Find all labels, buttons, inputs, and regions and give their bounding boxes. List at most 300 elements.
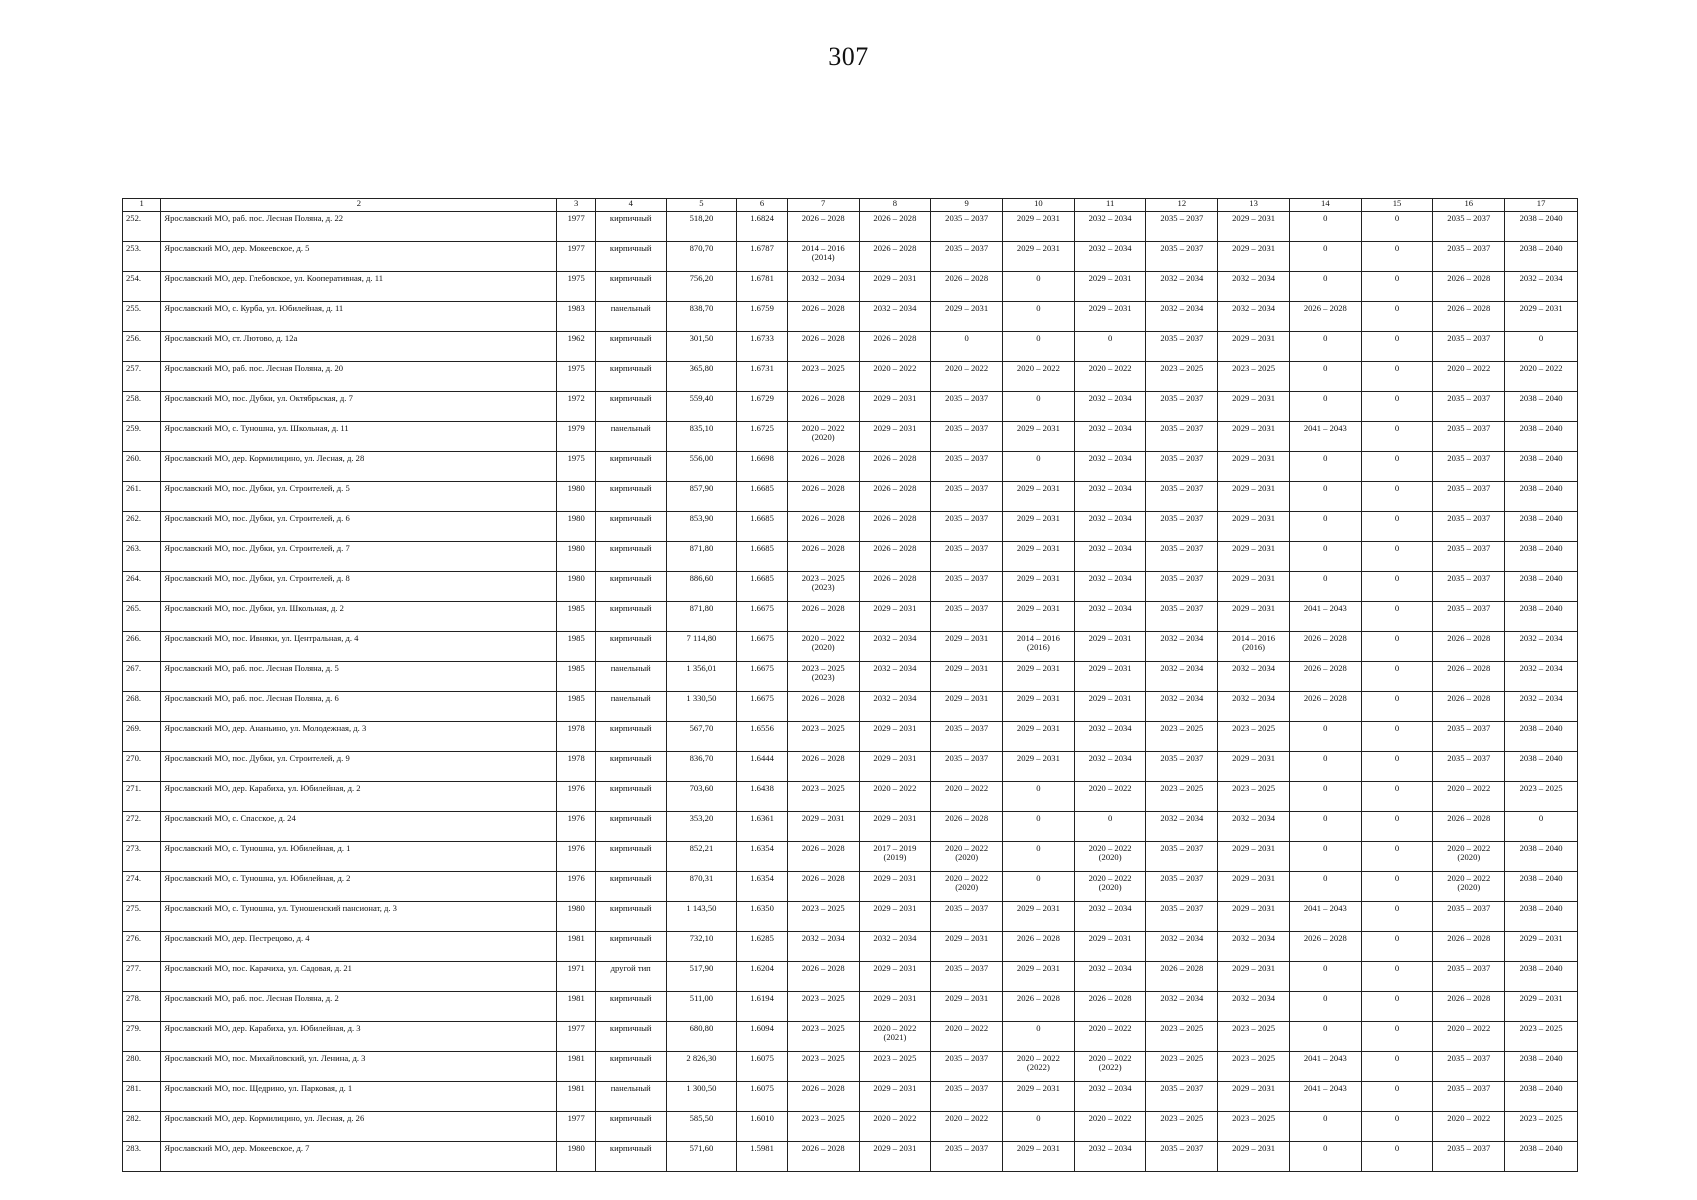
table-row: [123, 1112, 1578, 1142]
table-cell: 1976: [557, 782, 595, 812]
table-cell: 2020 – 2022: [1505, 362, 1578, 392]
table-cell: 2026 – 2028: [1433, 272, 1505, 302]
table-cell: 2029 – 2031: [1218, 572, 1290, 602]
table-cell: 2032 – 2034: [1074, 722, 1146, 752]
table-cell: 0: [1003, 872, 1075, 902]
table-cell: 2023 – 2025: [787, 1112, 859, 1142]
address-cell: Ярославский МО, пос. Дубки, ул. Октябрьская, д. 7: [161, 392, 557, 422]
table-cell: 2032 – 2034: [1074, 392, 1146, 422]
table-cell: 2017 – 2019 (2019): [859, 842, 931, 872]
table-cell: 2029 – 2031: [859, 1142, 931, 1172]
table-cell: 2029 – 2031: [1218, 332, 1290, 362]
table-cell: 2020 – 2022: [931, 362, 1003, 392]
address-cell: Ярославский МО, раб. пос. Лесная Поляна, д. 2: [161, 992, 557, 1022]
table-cell: панельный: [595, 302, 666, 332]
table-cell: 2038 – 2040: [1505, 422, 1578, 452]
table-header: [123, 199, 1578, 212]
table-cell: 2035 – 2037: [931, 482, 1003, 512]
table-cell: 2026 – 2028: [787, 302, 859, 332]
table-cell: 2029 – 2031: [931, 662, 1003, 692]
table-cell: 2026 – 2028: [787, 602, 859, 632]
table-cell: 2020 – 2022 (2020): [1433, 842, 1505, 872]
table-cell: 2029 – 2031: [1003, 662, 1075, 692]
column-header: 3: [557, 199, 595, 212]
table-cell: 2020 – 2022: [1003, 362, 1075, 392]
row-number-cell: 278.: [123, 992, 161, 1022]
table-cell: 2032 – 2034: [1146, 992, 1218, 1022]
table-cell: 886,60: [666, 572, 737, 602]
table-cell: 2032 – 2034: [1218, 692, 1290, 722]
row-number-cell: 277.: [123, 962, 161, 992]
row-number-cell: 274.: [123, 872, 161, 902]
table-cell: 0: [1361, 992, 1433, 1022]
table-cell: 2029 – 2031: [1003, 692, 1075, 722]
table-cell: 0: [1361, 272, 1433, 302]
table-cell: 0: [1003, 1112, 1075, 1142]
table-cell: 2026 – 2028: [859, 512, 931, 542]
table-cell: 2032 – 2034: [859, 302, 931, 332]
row-number-cell: 273.: [123, 842, 161, 872]
table-cell: 2035 – 2037: [1433, 722, 1505, 752]
table-row: [123, 842, 1578, 872]
table-cell: 2035 – 2037: [1433, 572, 1505, 602]
table-cell: 2026 – 2028: [787, 752, 859, 782]
table-cell: 1.6675: [737, 692, 788, 722]
table-cell: кирпичный: [595, 752, 666, 782]
table-cell: 2023 – 2025: [1218, 362, 1290, 392]
table-cell: кирпичный: [595, 782, 666, 812]
table-cell: кирпичный: [595, 932, 666, 962]
table-cell: 0: [1361, 812, 1433, 842]
table-cell: 301,50: [666, 332, 737, 362]
table-cell: 2023 – 2025: [787, 722, 859, 752]
table-cell: 571,60: [666, 1142, 737, 1172]
table-cell: 1975: [557, 272, 595, 302]
table-cell: 0: [1361, 1112, 1433, 1142]
table-cell: 0: [1361, 242, 1433, 272]
table-cell: 870,31: [666, 872, 737, 902]
table-cell: кирпичный: [595, 572, 666, 602]
table-cell: 1976: [557, 812, 595, 842]
table-cell: 2035 – 2037: [1146, 452, 1218, 482]
table-cell: 2029 – 2031: [859, 902, 931, 932]
table-cell: 2035 – 2037: [1433, 512, 1505, 542]
column-header: 9: [931, 199, 1003, 212]
table-cell: 2020 – 2022: [1074, 362, 1146, 392]
table-row: [123, 692, 1578, 722]
table-cell: 2029 – 2031: [1218, 212, 1290, 242]
table-cell: 0: [1361, 302, 1433, 332]
table-row: [123, 872, 1578, 902]
table-cell: 2023 – 2025: [1218, 1112, 1290, 1142]
table-row: [123, 272, 1578, 302]
table-cell: 2035 – 2037: [1433, 752, 1505, 782]
table-cell: 1977: [557, 242, 595, 272]
table-cell: 1.6759: [737, 302, 788, 332]
table-cell: 0: [1289, 512, 1361, 542]
table-cell: 2032 – 2034: [1146, 302, 1218, 332]
table-cell: 567,70: [666, 722, 737, 752]
table-cell: 2032 – 2034: [1074, 212, 1146, 242]
column-header: 1: [123, 199, 161, 212]
column-header: 13: [1218, 199, 1290, 212]
table-cell: 2023 – 2025: [787, 362, 859, 392]
table-cell: кирпичный: [595, 482, 666, 512]
table-cell: 1971: [557, 962, 595, 992]
row-number-cell: 264.: [123, 572, 161, 602]
table-row: [123, 482, 1578, 512]
row-number-cell: 261.: [123, 482, 161, 512]
address-cell: Ярославский МО, дер. Карабиха, ул. Юбилейная, д. 2: [161, 782, 557, 812]
table-cell: 2023 – 2025: [787, 1022, 859, 1052]
table-cell: 1962: [557, 332, 595, 362]
table-cell: 2035 – 2037: [1433, 1142, 1505, 1172]
table-cell: 756,20: [666, 272, 737, 302]
table-cell: 2029 – 2031: [1003, 482, 1075, 512]
table-cell: 2029 – 2031: [859, 272, 931, 302]
table-cell: 1981: [557, 992, 595, 1022]
table-cell: 2032 – 2034: [1146, 692, 1218, 722]
table-cell: 2026 – 2028: [787, 962, 859, 992]
table-cell: 1977: [557, 1112, 595, 1142]
table-cell: кирпичный: [595, 542, 666, 572]
table-cell: 2035 – 2037: [1146, 842, 1218, 872]
table-cell: 2035 – 2037: [1146, 902, 1218, 932]
table-cell: 0: [1289, 212, 1361, 242]
table-cell: 2020 – 2022: [859, 362, 931, 392]
table-cell: 2035 – 2037: [931, 512, 1003, 542]
table-cell: 1.6675: [737, 662, 788, 692]
table-cell: 1977: [557, 212, 595, 242]
table-cell: 0: [1289, 482, 1361, 512]
table-cell: кирпичный: [595, 272, 666, 302]
table-cell: 0: [1003, 782, 1075, 812]
table-cell: 0: [1289, 782, 1361, 812]
table-cell: 2029 – 2031: [1218, 872, 1290, 902]
table-cell: 365,80: [666, 362, 737, 392]
table-cell: 2023 – 2025: [1218, 782, 1290, 812]
table-cell: 2035 – 2037: [931, 452, 1003, 482]
table-cell: 2020 – 2022 (2021): [859, 1022, 931, 1052]
table-cell: 2020 – 2022: [1433, 782, 1505, 812]
table-cell: 0: [1361, 542, 1433, 572]
table-cell: 0: [1361, 782, 1433, 812]
table-cell: 2026 – 2028: [859, 242, 931, 272]
table-cell: 2029 – 2031: [859, 392, 931, 422]
row-number-cell: 266.: [123, 632, 161, 662]
table-cell: 2029 – 2031: [931, 632, 1003, 662]
table-cell: 2035 – 2037: [931, 1052, 1003, 1082]
address-cell: Ярославский МО, раб. пос. Лесная Поляна, д. 5: [161, 662, 557, 692]
table-cell: 2041 – 2043: [1289, 422, 1361, 452]
table-cell: 2023 – 2025: [1146, 1052, 1218, 1082]
table-cell: 2026 – 2028: [787, 392, 859, 422]
table-row: [123, 392, 1578, 422]
table-cell: 2026 – 2028: [787, 482, 859, 512]
table-cell: 2032 – 2034: [1218, 272, 1290, 302]
table-cell: 2029 – 2031: [1218, 1142, 1290, 1172]
table-cell: 2035 – 2037: [1433, 242, 1505, 272]
table-cell: панельный: [595, 662, 666, 692]
table-cell: 0: [1289, 242, 1361, 272]
table-cell: 0: [1361, 902, 1433, 932]
row-number-cell: 279.: [123, 1022, 161, 1052]
table-cell: 2035 – 2037: [1146, 212, 1218, 242]
table-cell: 2029 – 2031: [1074, 692, 1146, 722]
table-cell: 1.6698: [737, 452, 788, 482]
table-cell: 1983: [557, 302, 595, 332]
table-cell: 2020 – 2022 (2020): [931, 842, 1003, 872]
table-cell: 2026 – 2028: [859, 212, 931, 242]
address-cell: Ярославский МО, пос. Карачиха, ул. Садовая, д. 21: [161, 962, 557, 992]
table-row: [123, 722, 1578, 752]
table-cell: кирпичный: [595, 722, 666, 752]
table-cell: 0: [1361, 632, 1433, 662]
row-number-cell: 275.: [123, 902, 161, 932]
address-cell: Ярославский МО, пос. Дубки, ул. Строителей, д. 5: [161, 482, 557, 512]
table-cell: 2038 – 2040: [1505, 212, 1578, 242]
row-number-cell: 276.: [123, 932, 161, 962]
address-cell: Ярославский МО, пос. Дубки, ул. Школьная, д. 2: [161, 602, 557, 632]
table-cell: 2029 – 2031: [859, 602, 931, 632]
table-cell: 2026 – 2028: [1433, 692, 1505, 722]
table-cell: кирпичный: [595, 872, 666, 902]
table-cell: 1978: [557, 752, 595, 782]
address-cell: Ярославский МО, дер. Карабиха, ул. Юбилейная, д. 3: [161, 1022, 557, 1052]
row-number-cell: 258.: [123, 392, 161, 422]
table-cell: 2029 – 2031: [787, 812, 859, 842]
table-cell: 2026 – 2028: [1003, 932, 1075, 962]
table-row: [123, 332, 1578, 362]
table-cell: 1981: [557, 932, 595, 962]
row-number-cell: 281.: [123, 1082, 161, 1112]
column-header: 7: [787, 199, 859, 212]
table-cell: 2035 – 2037: [931, 1142, 1003, 1172]
table-cell: 1981: [557, 1082, 595, 1112]
table-cell: 2020 – 2022: [859, 1112, 931, 1142]
address-cell: Ярославский МО, раб. пос. Лесная Поляна, д. 20: [161, 362, 557, 392]
table-cell: 1.5981: [737, 1142, 788, 1172]
table-cell: 2035 – 2037: [1146, 332, 1218, 362]
table-cell: 0: [1289, 842, 1361, 872]
table-cell: 1.6787: [737, 242, 788, 272]
table-row: [123, 1142, 1578, 1172]
table-cell: 2029 – 2031: [859, 812, 931, 842]
address-cell: Ярославский МО, дер. Пестрецово, д. 4: [161, 932, 557, 962]
table-cell: 2023 – 2025: [1146, 1112, 1218, 1142]
table-cell: 2026 – 2028: [1433, 662, 1505, 692]
table-cell: 2020 – 2022: [931, 1022, 1003, 1052]
table-cell: панельный: [595, 692, 666, 722]
table-row: [123, 542, 1578, 572]
table-cell: 2029 – 2031: [859, 752, 931, 782]
table-cell: 2041 – 2043: [1289, 602, 1361, 632]
row-number-cell: 253.: [123, 242, 161, 272]
row-number-cell: 268.: [123, 692, 161, 722]
table-cell: 0: [1361, 932, 1433, 962]
table-cell: 0: [1361, 692, 1433, 722]
table-cell: 0: [1003, 302, 1075, 332]
table-cell: 2023 – 2025: [787, 902, 859, 932]
column-header: 11: [1074, 199, 1146, 212]
table-cell: 2026 – 2028: [1146, 962, 1218, 992]
table-cell: 0: [1361, 1082, 1433, 1112]
address-cell: Ярославский МО, пос. Дубки, ул. Строителей, д. 7: [161, 542, 557, 572]
table-cell: 556,00: [666, 452, 737, 482]
address-cell: Ярославский МО, раб. пос. Лесная Поляна, д. 6: [161, 692, 557, 722]
table-cell: 2035 – 2037: [1146, 752, 1218, 782]
table-cell: 1.6010: [737, 1112, 788, 1142]
table-body: [123, 212, 1578, 1172]
table-cell: 2029 – 2031: [859, 1082, 931, 1112]
table-cell: 1.6729: [737, 392, 788, 422]
table-cell: 1.6781: [737, 272, 788, 302]
table-cell: 2023 – 2025: [1146, 362, 1218, 392]
table-cell: 1985: [557, 632, 595, 662]
housing-register-table: [122, 198, 1578, 1172]
table-cell: 2029 – 2031: [1218, 842, 1290, 872]
table-cell: 0: [1361, 722, 1433, 752]
table-row: [123, 902, 1578, 932]
table-cell: 1.6675: [737, 632, 788, 662]
table-cell: 2029 – 2031: [931, 692, 1003, 722]
table-cell: 0: [1289, 1112, 1361, 1142]
table-row: [123, 512, 1578, 542]
table-cell: 0: [1361, 1142, 1433, 1172]
row-number-cell: 263.: [123, 542, 161, 572]
table-cell: 2032 – 2034: [1074, 902, 1146, 932]
row-number-cell: 280.: [123, 1052, 161, 1082]
table-cell: 0: [1289, 362, 1361, 392]
table-row: [123, 212, 1578, 242]
table-cell: 2026 – 2028: [1433, 992, 1505, 1022]
table-row: [123, 1022, 1578, 1052]
table-row: [123, 602, 1578, 632]
table-cell: 2038 – 2040: [1505, 842, 1578, 872]
table-cell: кирпичный: [595, 452, 666, 482]
column-header: 2: [161, 199, 557, 212]
table-cell: 0: [1505, 812, 1578, 842]
table-cell: 0: [1289, 992, 1361, 1022]
table-cell: 0: [1289, 572, 1361, 602]
table-cell: 2035 – 2037: [1433, 332, 1505, 362]
table-cell: 2038 – 2040: [1505, 1142, 1578, 1172]
column-header: 12: [1146, 199, 1218, 212]
table-cell: 0: [1361, 362, 1433, 392]
table-cell: 2023 – 2025: [1146, 782, 1218, 812]
table-row: [123, 362, 1578, 392]
table-cell: 2026 – 2028: [787, 1142, 859, 1172]
table-cell: 0: [1361, 392, 1433, 422]
table-cell: 518,20: [666, 212, 737, 242]
table-cell: 2 826,30: [666, 1052, 737, 1082]
table-cell: 1985: [557, 692, 595, 722]
table-cell: 1 356,01: [666, 662, 737, 692]
table-cell: 1980: [557, 512, 595, 542]
row-number-cell: 283.: [123, 1142, 161, 1172]
row-number-cell: 252.: [123, 212, 161, 242]
table-cell: 2026 – 2028: [1433, 932, 1505, 962]
table-cell: 2029 – 2031: [1003, 1142, 1075, 1172]
table-cell: 2035 – 2037: [1433, 902, 1505, 932]
table-cell: 2038 – 2040: [1505, 452, 1578, 482]
row-number-cell: 256.: [123, 332, 161, 362]
table-cell: 2029 – 2031: [931, 302, 1003, 332]
table-cell: 2035 – 2037: [1433, 1052, 1505, 1082]
table-cell: 2029 – 2031: [1218, 392, 1290, 422]
table-cell: 2023 – 2025 (2023): [787, 662, 859, 692]
address-cell: Ярославский МО, с. Туношна, ул. Юбилейная, д. 1: [161, 842, 557, 872]
table-cell: 2023 – 2025: [1505, 1112, 1578, 1142]
table-cell: 7 114,80: [666, 632, 737, 662]
table-cell: кирпичный: [595, 1112, 666, 1142]
table-cell: 0: [1289, 452, 1361, 482]
table-cell: 2029 – 2031: [1074, 932, 1146, 962]
table-cell: 0: [1289, 872, 1361, 902]
table-row: [123, 422, 1578, 452]
table-cell: 2035 – 2037: [1433, 422, 1505, 452]
table-cell: 0: [1003, 842, 1075, 872]
table-cell: 2029 – 2031: [859, 722, 931, 752]
row-number-cell: 270.: [123, 752, 161, 782]
table-cell: 0: [1074, 332, 1146, 362]
table-cell: 2035 – 2037: [1146, 542, 1218, 572]
column-header: 14: [1289, 199, 1361, 212]
table-cell: 2032 – 2034: [1074, 572, 1146, 602]
table-cell: 2029 – 2031: [1218, 1082, 1290, 1112]
table-cell: 2032 – 2034: [1218, 662, 1290, 692]
table-row: [123, 752, 1578, 782]
table-cell: 2029 – 2031: [1074, 272, 1146, 302]
table-cell: 2023 – 2025: [1146, 1022, 1218, 1052]
table-cell: 2026 – 2028: [1003, 992, 1075, 1022]
table-cell: 2029 – 2031: [1003, 242, 1075, 272]
table-cell: 2038 – 2040: [1505, 752, 1578, 782]
table-cell: 2020 – 2022 (2020): [931, 872, 1003, 902]
table-cell: 2020 – 2022: [931, 1112, 1003, 1142]
table-cell: 2035 – 2037: [1433, 452, 1505, 482]
table-cell: 2035 – 2037: [931, 722, 1003, 752]
table-cell: 2032 – 2034: [859, 662, 931, 692]
table-cell: 2026 – 2028: [787, 542, 859, 572]
table-cell: 0: [1289, 392, 1361, 422]
table-cell: 2035 – 2037: [1433, 602, 1505, 632]
table-cell: 1.6685: [737, 572, 788, 602]
table-cell: 2032 – 2034: [1146, 812, 1218, 842]
table-cell: 0: [1289, 962, 1361, 992]
table-cell: 2032 – 2034: [1074, 242, 1146, 272]
address-cell: Ярославский МО, дер. Мокеевское, д. 5: [161, 242, 557, 272]
table-cell: 1.6824: [737, 212, 788, 242]
table-cell: 2032 – 2034: [1218, 932, 1290, 962]
table-cell: 2020 – 2022: [1074, 782, 1146, 812]
table-cell: 2035 – 2037: [1146, 602, 1218, 632]
table-cell: 1980: [557, 482, 595, 512]
column-header: 17: [1505, 199, 1578, 212]
table-cell: 2035 – 2037: [931, 602, 1003, 632]
table-cell: 559,40: [666, 392, 737, 422]
table-cell: 2026 – 2028: [1433, 632, 1505, 662]
table-cell: 2038 – 2040: [1505, 1052, 1578, 1082]
row-number-cell: 255.: [123, 302, 161, 332]
table-cell: 2038 – 2040: [1505, 962, 1578, 992]
table-cell: 1.6075: [737, 1082, 788, 1112]
table-cell: 2026 – 2028: [859, 542, 931, 572]
table-row: [123, 782, 1578, 812]
table-cell: 0: [1361, 512, 1433, 542]
table-cell: 2026 – 2028: [787, 692, 859, 722]
table-cell: 2032 – 2034: [859, 692, 931, 722]
